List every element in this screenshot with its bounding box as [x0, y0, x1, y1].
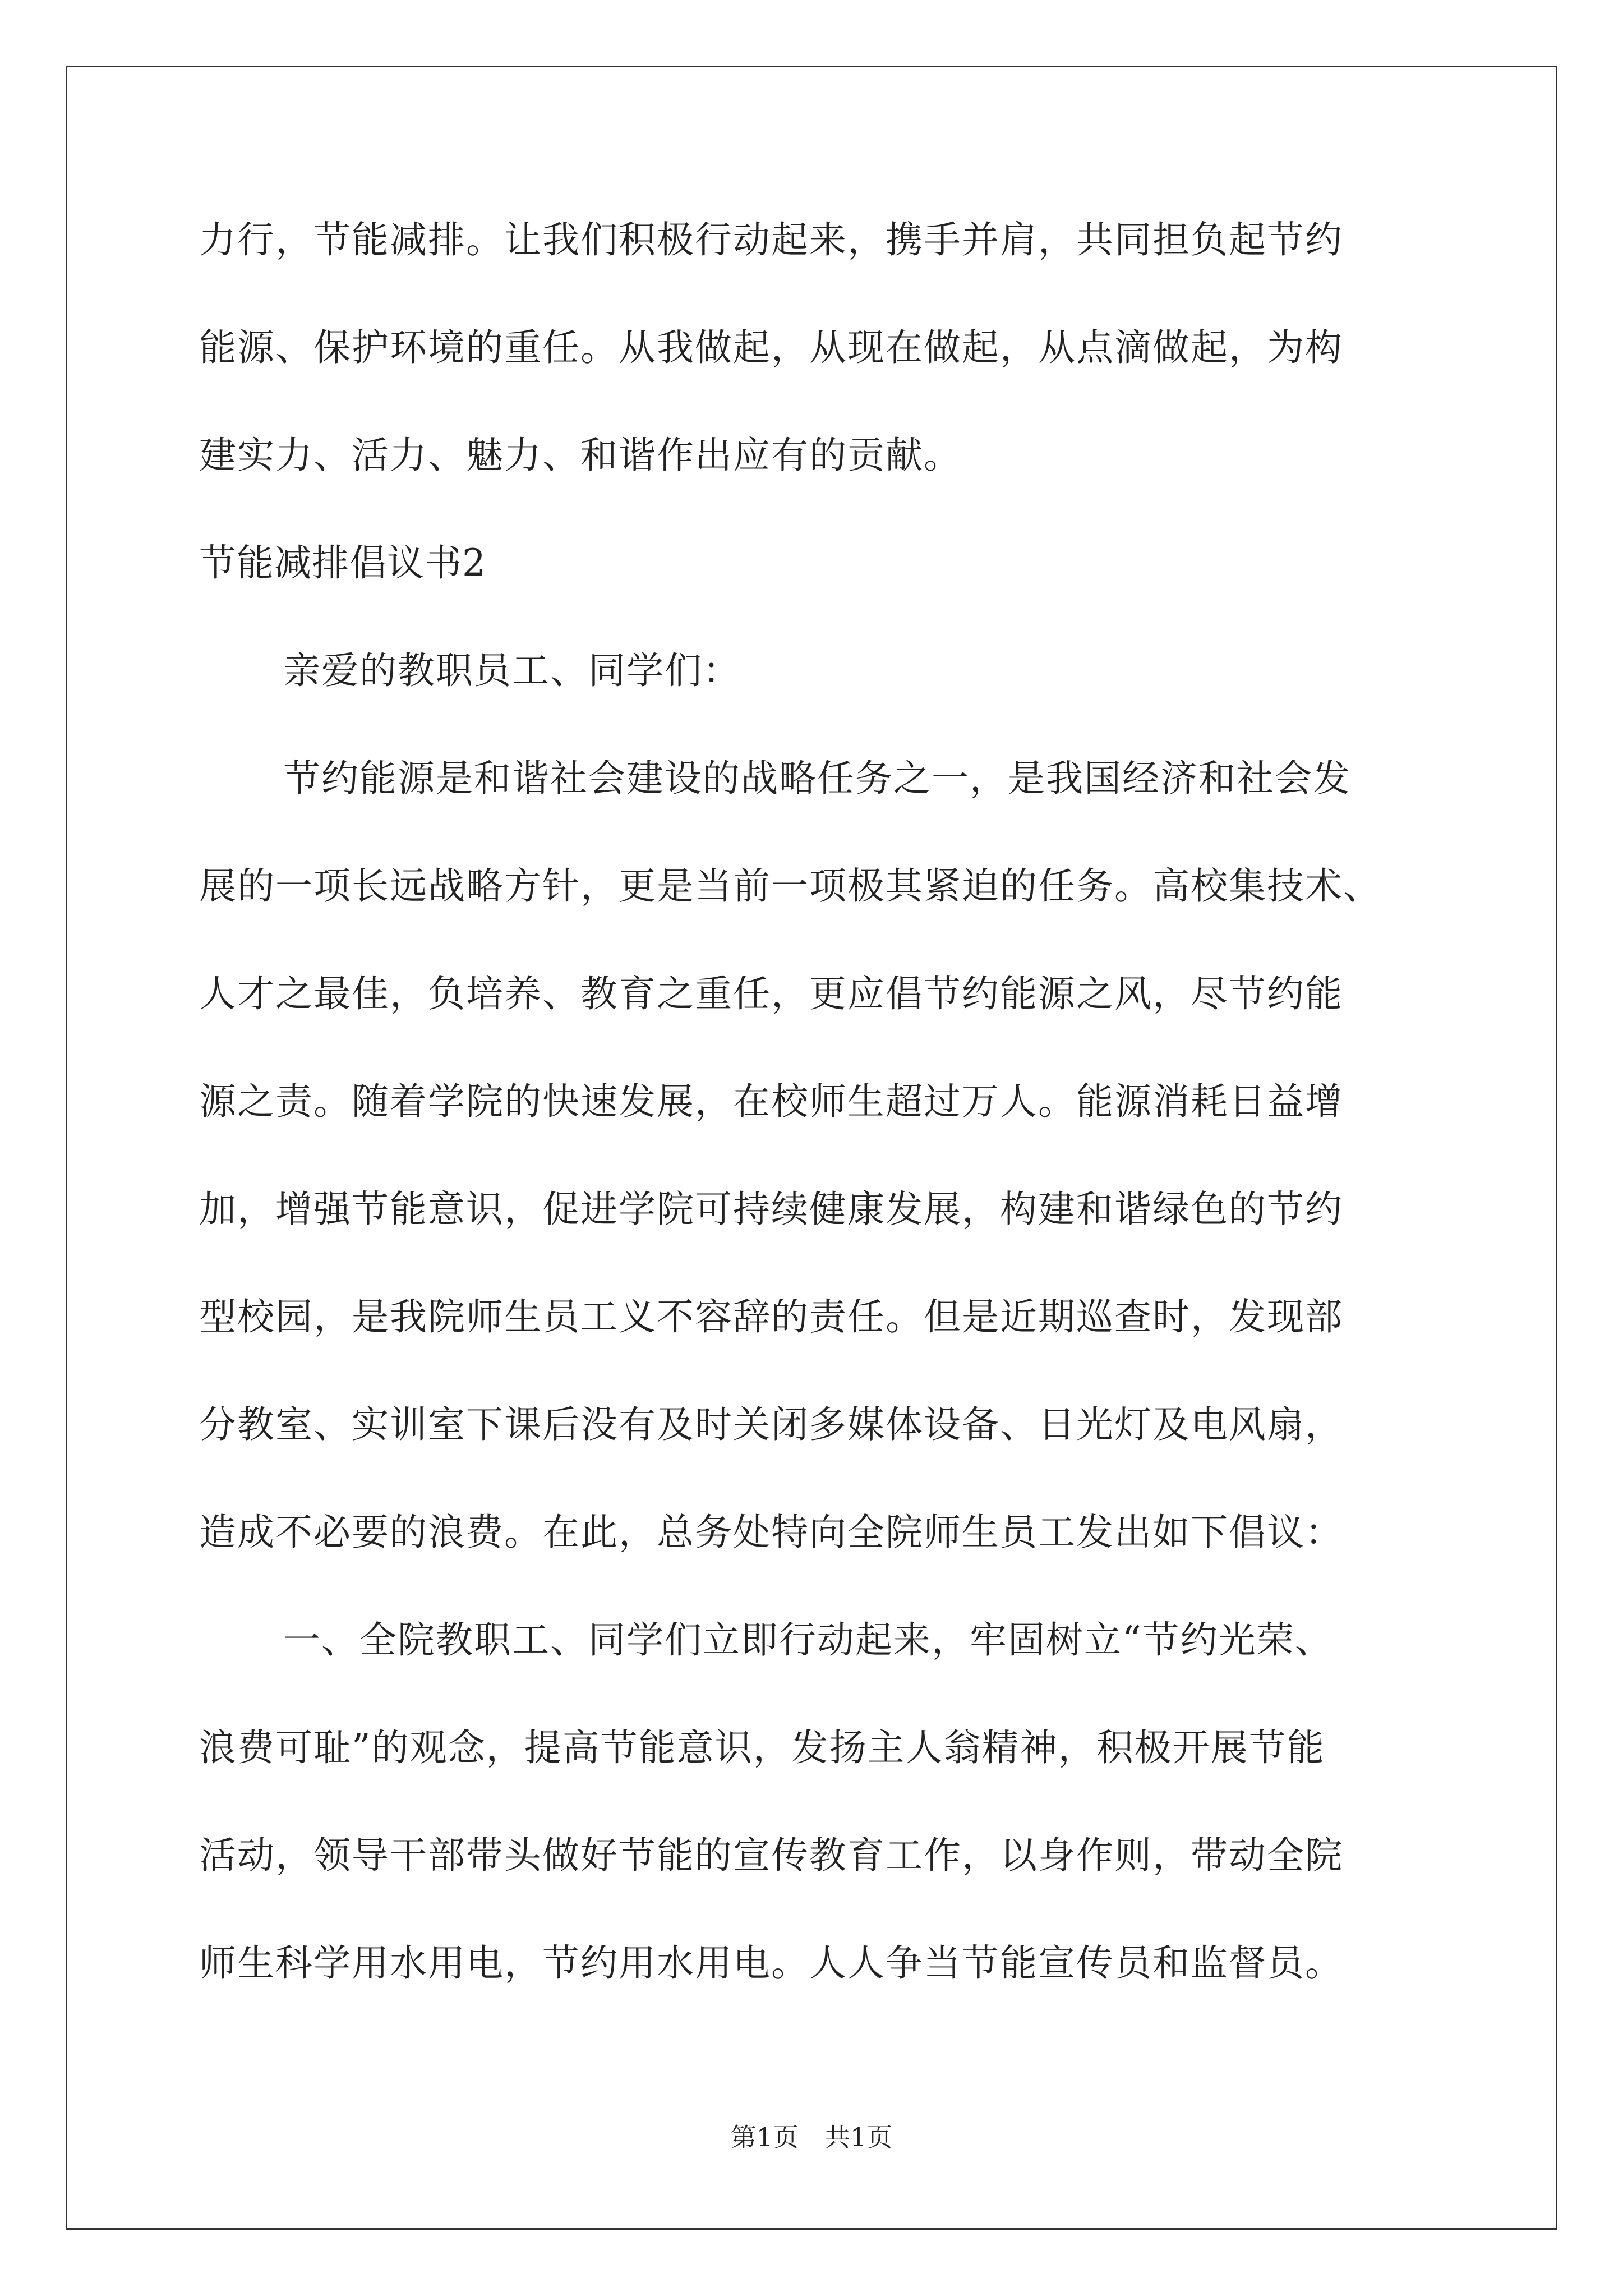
paragraph-line: 造成不必要的浪费。在此，总务处特向全院师生员工发出如下倡议： [199, 1511, 1343, 1554]
paragraph-line: 能源、保护环境的重任。从我做起，从现在做起，从点滴做起，为构 [199, 326, 1343, 369]
section-heading: 节能减排倡议书2 [199, 541, 486, 585]
paragraph-line: 师生科学用水用电，节约用水用电。人人争当节能宣传员和监督员。 [199, 1941, 1343, 1985]
paragraph-line: 人才之最佳，负培养、教育之重任，更应倡节约能源之风，尽节约能 [199, 972, 1343, 1015]
paragraph-line: 一、全院教职工、同学们立即行动起来，牢固树立“节约光荣、 [283, 1618, 1333, 1662]
page-footer [0, 2120, 1623, 2154]
paragraph-line: 力行，节能减排。让我们积极行动起来，携手并肩，共同担负起节约 [199, 218, 1343, 261]
page-total: 共1页 [824, 2122, 893, 2152]
paragraph-line: 展的一项长远战略方针，更是当前一项极其紧迫的任务。高校集技术、 [199, 864, 1381, 908]
document-body [199, 213, 1424, 2044]
paragraph-line: 建实力、活力、魅力、和谐作出应有的贡献。 [199, 434, 962, 477]
paragraph-line: 浪费可耻”的观念，提高节能意识，发扬主人翁精神，积极开展节能 [199, 1726, 1325, 1769]
paragraph-line: 分教室、实训室下课后没有及时关闭多媒体设备、日光灯及电风扇， [199, 1403, 1343, 1446]
paragraph-line: 活动，领导干部带头做好节能的宣传教育工作，以身作则，带动全院 [199, 1834, 1343, 1877]
paragraph-line: 源之责。随着学院的快速发展，在校师生超过万人。能源消耗日益增 [199, 1080, 1343, 1123]
paragraph-line: 节约能源是和谐社会建设的战略任务之一，是我国经济和社会发 [283, 757, 1351, 800]
paragraph-line: 型校园，是我院师生员工义不容辞的责任。但是近期巡查时，发现部 [199, 1295, 1343, 1338]
salutation: 亲爱的教职员工、同学们： [283, 649, 741, 692]
paragraph-line: 加，增强节能意识，促进学院可持续健康发展，构建和谐绿色的节约 [199, 1188, 1343, 1231]
page-number: 第1页 [730, 2122, 799, 2152]
